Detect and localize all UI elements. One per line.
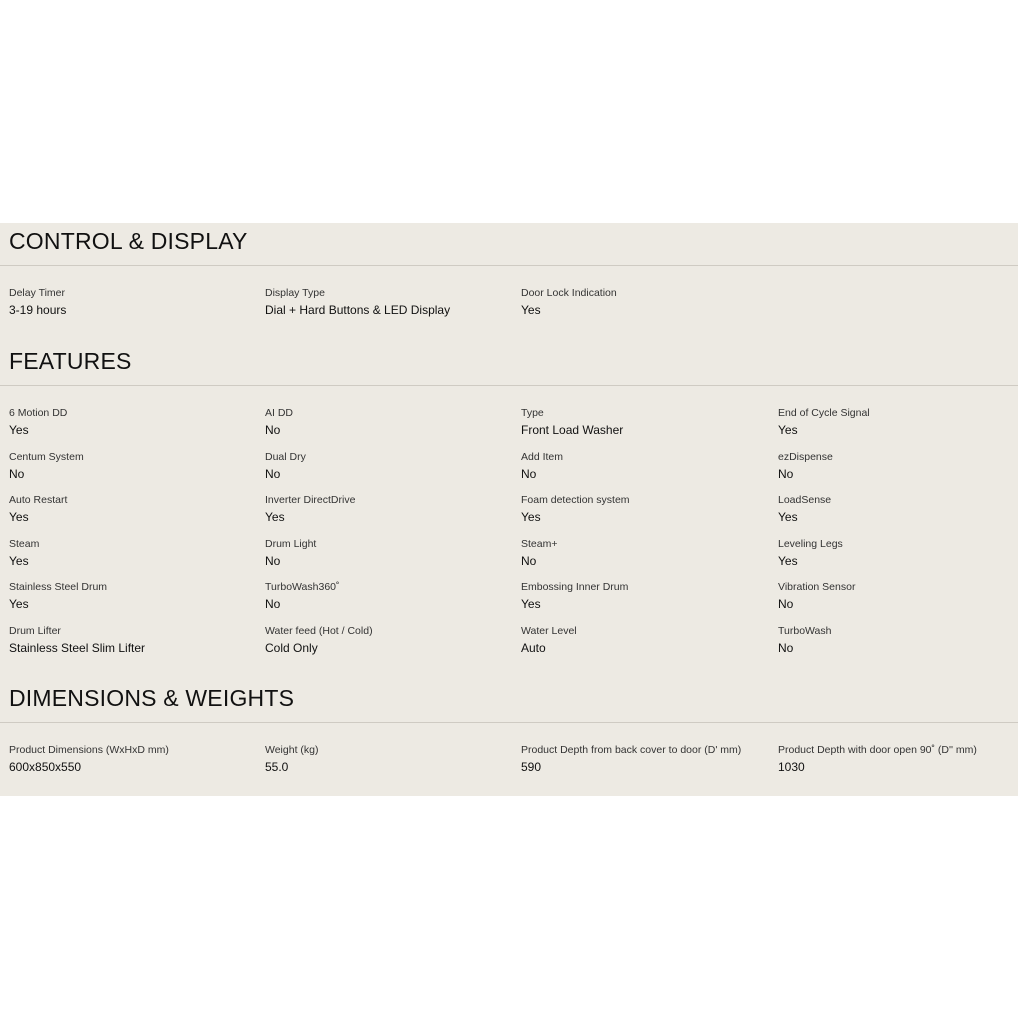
spec-label: Foam detection system [521,494,630,506]
section-title: DIMENSIONS & WEIGHTS [9,685,295,711]
spec-item [521,537,771,570]
spec-value: No [521,553,537,568]
spec-item [521,743,771,776]
spec-value: No [265,466,281,481]
spec-label: Drum Light [265,537,317,550]
spec-value: No [265,597,281,611]
spec-label: Drum Lifter [9,624,61,637]
spec-value: Auto [521,640,546,655]
spec-row [0,580,1018,624]
spec-value: 3-19 hours [9,303,67,317]
spec-value: 590 [521,760,542,774]
spec-value: Yes [9,597,29,611]
spec-label: Delay Timer [9,287,66,299]
spec-label: Weight (kg) [265,744,319,756]
spec-label: Auto Restart [9,494,68,506]
spec-row [0,493,1018,537]
spec-label: Embossing Inner Drum [521,581,629,593]
spec-label: Water feed (Hot / Cold) [265,624,373,637]
spec-item [265,580,515,613]
spec-label: Product Depth with door open 90˚ (D'' mm) [778,744,977,756]
spec-label: Stainless Steel Drum [9,581,108,593]
spec-item [265,406,515,439]
spec-row [0,624,1018,668]
spec-value: 600x850x550 [9,760,82,774]
spec-label: Leveling Legs [778,537,843,550]
spec-value: Yes [778,510,798,524]
spec-label: LoadSense [778,494,832,506]
spec-item [9,537,259,570]
spec-value: Front Load Washer [521,423,624,437]
spec-item [778,406,1018,439]
spec-item [778,743,1018,776]
spec-label: Inverter DirectDrive [265,494,356,506]
spec-grid [0,406,1018,667]
spec-item [521,493,771,526]
spec-row [0,406,1018,450]
spec-value: 1030 [778,760,805,774]
spec-label: Water Level [521,624,577,637]
spec-panel [0,223,1018,796]
spec-value: Yes [521,597,541,611]
spec-label: TurboWash [778,624,832,637]
spec-value: Cold Only [265,640,318,655]
spec-item [778,450,1018,483]
spec-value: Yes [9,423,29,437]
spec-item [9,406,259,439]
spec-label: Display Type [265,287,325,299]
spec-item [778,493,1018,526]
spec-item [9,580,259,613]
spec-value: No [265,553,281,568]
spec-value: Yes [521,303,541,317]
spec-label: 6 Motion DD [9,407,68,419]
spec-value: Yes [265,510,285,524]
spec-value: Yes [778,423,798,437]
spec-label: Steam [9,537,40,550]
spec-item [265,286,515,319]
section-divider [0,265,1018,266]
section-title: FEATURES [9,348,132,374]
spec-item [265,537,515,570]
spec-row [0,743,1018,787]
spec-value: 55.0 [265,760,289,774]
section-divider [0,722,1018,723]
spec-label: Type [521,407,544,419]
spec-label: AI DD [265,407,294,419]
spec-label: Centum System [9,450,84,463]
spec-value: Stainless Steel Slim Lifter [9,640,146,655]
spec-value: Yes [9,510,29,524]
spec-value: No [778,597,794,611]
spec-value: Yes [521,510,541,524]
spec-value: No [521,466,537,481]
spec-item [265,743,515,776]
spec-item [778,624,1018,657]
spec-item [9,286,259,319]
spec-item [521,580,771,613]
spec-value: No [778,640,794,655]
spec-value: No [265,423,281,437]
spec-item [521,450,771,483]
spec-item [265,450,515,483]
spec-label: Steam+ [521,537,558,550]
spec-label: Add Item [521,450,564,463]
spec-item [265,493,515,526]
spec-item [9,743,259,776]
spec-row [0,537,1018,581]
spec-value: Yes [9,553,29,568]
spec-item [9,624,259,657]
spec-value: Yes [778,553,798,568]
spec-value: Dial + Hard Buttons & LED Display [265,303,451,317]
spec-label: End of Cycle Signal [778,407,870,419]
spec-row [0,286,1018,330]
spec-item [521,624,771,657]
spec-item [521,406,771,439]
section-title: CONTROL & DISPLAY [9,228,248,254]
spec-item [521,286,771,319]
spec-value: No [9,466,25,481]
spec-label: Door Lock Indication [521,287,617,299]
spec-item [9,450,259,483]
spec-item [265,624,515,657]
spec-grid [0,286,1018,330]
spec-label: ezDispense [778,450,833,463]
spec-label: Product Dimensions (WxHxD mm) [9,744,169,756]
spec-item [778,537,1018,570]
spec-label: Product Depth from back cover to door (D' mm) [521,744,742,756]
spec-item [9,493,259,526]
spec-grid [0,743,1018,787]
spec-label: Vibration Sensor [778,581,856,593]
spec-label: Dual Dry [265,450,306,463]
section-divider [0,385,1018,386]
spec-label: TurboWash360˚ [265,581,340,593]
spec-value: No [778,466,794,481]
spec-row [0,450,1018,494]
spec-item [778,580,1018,613]
